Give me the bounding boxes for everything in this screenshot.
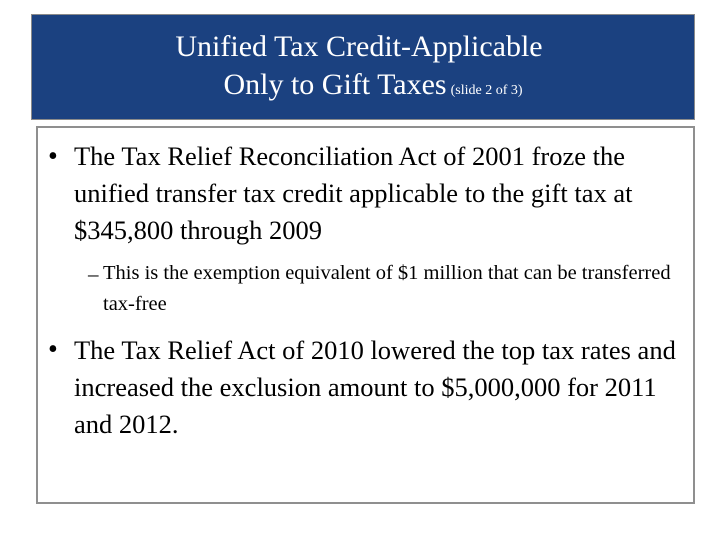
sub-bullet-1-text: This is the exemption equivalent of $1 million that can be transferred tax-free (103, 262, 671, 315)
bullet-2-text: The Tax Relief Act of 2010 lowered the top tax rates and increased the exclusion amount to $5,000,000 for 2011 and 2012. (74, 335, 676, 439)
title-line-2 (42, 67, 704, 109)
bullet-1-marker: • (48, 141, 58, 172)
bullet-1-text: The Tax Relief Reconciliation Act of 2001 froze the unified transfer tax credit applicable to the gift tax at $345,800 through 2009 (74, 141, 633, 245)
title-line-2-text: Only to Gift Taxes (223, 68, 447, 101)
slide-indicator: (slide 2 of 3) (450, 83, 523, 98)
sub-bullet-1-marker: – (88, 262, 99, 286)
bullet-2-marker: • (48, 334, 58, 365)
title-bar (31, 14, 695, 120)
title-line-1: Unified Tax Credit-Applicable (175, 30, 543, 63)
